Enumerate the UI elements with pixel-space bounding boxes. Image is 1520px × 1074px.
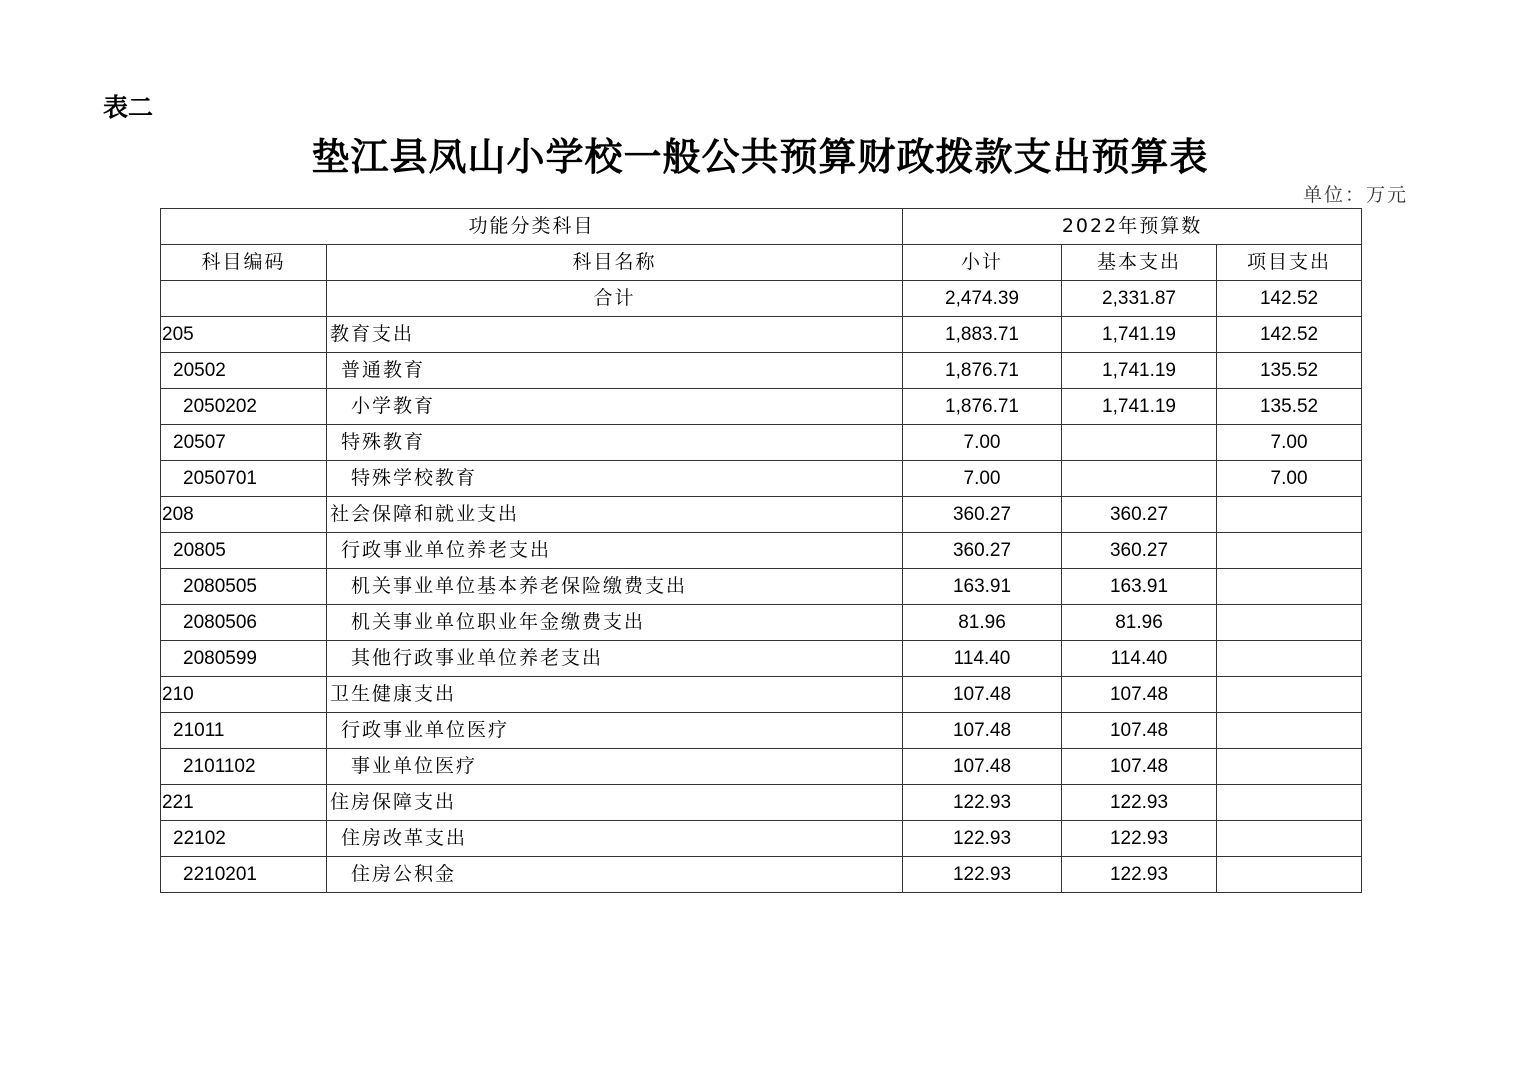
table-row — [161, 425, 1362, 461]
row-code: 2210201 — [161, 857, 327, 893]
table-row — [161, 857, 1362, 893]
row-project — [1217, 641, 1362, 677]
row-subtotal: 1,883.71 — [903, 317, 1062, 353]
table-row — [161, 461, 1362, 497]
total-row — [161, 281, 1362, 317]
row-subtotal: 7.00 — [903, 425, 1062, 461]
row-project — [1217, 569, 1362, 605]
row-basic: 81.96 — [1062, 605, 1217, 641]
row-project — [1217, 605, 1362, 641]
row-code: 2050701 — [161, 461, 327, 497]
table-row — [161, 785, 1362, 821]
total-code-cell — [161, 281, 327, 317]
row-name: 机关事业单位职业年金缴费支出 — [327, 605, 903, 641]
row-subtotal: 122.93 — [903, 857, 1062, 893]
row-basic — [1062, 461, 1217, 497]
table-row — [161, 641, 1362, 677]
row-project — [1217, 785, 1362, 821]
row-basic: 122.93 — [1062, 785, 1217, 821]
row-code: 21011 — [161, 713, 327, 749]
header-group-row — [161, 209, 1362, 245]
budget-table — [160, 208, 1362, 893]
total-basic: 2,331.87 — [1062, 281, 1217, 317]
row-name: 住房改革支出 — [327, 821, 903, 857]
table-label: 表二 — [103, 93, 154, 122]
row-basic: 107.48 — [1062, 749, 1217, 785]
row-name: 普通教育 — [327, 353, 903, 389]
row-name: 小学教育 — [327, 389, 903, 425]
table-row — [161, 569, 1362, 605]
header-subtotal: 小计 — [903, 245, 1062, 281]
header-basic: 基本支出 — [1062, 245, 1217, 281]
row-code: 2080599 — [161, 641, 327, 677]
row-subtotal: 114.40 — [903, 641, 1062, 677]
row-code: 2080505 — [161, 569, 327, 605]
row-code: 2080506 — [161, 605, 327, 641]
row-code: 20502 — [161, 353, 327, 389]
row-project: 135.52 — [1217, 389, 1362, 425]
row-basic — [1062, 425, 1217, 461]
row-code: 210 — [161, 677, 327, 713]
row-subtotal: 107.48 — [903, 713, 1062, 749]
row-project — [1217, 533, 1362, 569]
row-name: 特殊教育 — [327, 425, 903, 461]
row-code: 22102 — [161, 821, 327, 857]
table-row — [161, 353, 1362, 389]
table-row — [161, 389, 1362, 425]
row-subtotal: 360.27 — [903, 533, 1062, 569]
table-row — [161, 677, 1362, 713]
row-code: 20805 — [161, 533, 327, 569]
row-project: 142.52 — [1217, 317, 1362, 353]
header-function-group: 功能分类科目 — [161, 209, 903, 245]
row-name: 其他行政事业单位养老支出 — [327, 641, 903, 677]
table-row — [161, 749, 1362, 785]
budget-table-body — [161, 209, 1362, 893]
row-subtotal: 81.96 — [903, 605, 1062, 641]
row-basic: 122.93 — [1062, 857, 1217, 893]
row-subtotal: 1,876.71 — [903, 353, 1062, 389]
row-basic: 107.48 — [1062, 713, 1217, 749]
row-basic: 360.27 — [1062, 533, 1217, 569]
row-basic: 114.40 — [1062, 641, 1217, 677]
row-code: 205 — [161, 317, 327, 353]
header-project: 项目支出 — [1217, 245, 1362, 281]
row-project: 7.00 — [1217, 425, 1362, 461]
row-name: 卫生健康支出 — [327, 677, 903, 713]
total-project: 142.52 — [1217, 281, 1362, 317]
row-code: 2050202 — [161, 389, 327, 425]
row-basic: 1,741.19 — [1062, 389, 1217, 425]
row-subtotal: 360.27 — [903, 497, 1062, 533]
row-code: 2101102 — [161, 749, 327, 785]
total-label: 合计 — [327, 281, 903, 317]
row-name: 教育支出 — [327, 317, 903, 353]
row-name: 机关事业单位基本养老保险缴费支出 — [327, 569, 903, 605]
header-column-row — [161, 245, 1362, 281]
header-budget-group: 2022年预算数 — [903, 209, 1362, 245]
row-name: 特殊学校教育 — [327, 461, 903, 497]
total-subtotal: 2,474.39 — [903, 281, 1062, 317]
table-row — [161, 713, 1362, 749]
row-name: 社会保障和就业支出 — [327, 497, 903, 533]
row-basic: 163.91 — [1062, 569, 1217, 605]
table-row — [161, 533, 1362, 569]
unit-label: 单位：万元 — [1302, 184, 1408, 206]
row-project — [1217, 749, 1362, 785]
table-row — [161, 497, 1362, 533]
row-basic: 122.93 — [1062, 821, 1217, 857]
header-code: 科目编码 — [161, 245, 327, 281]
row-subtotal: 107.48 — [903, 749, 1062, 785]
table-row — [161, 821, 1362, 857]
row-basic: 1,741.19 — [1062, 353, 1217, 389]
row-name: 行政事业单位医疗 — [327, 713, 903, 749]
row-subtotal: 163.91 — [903, 569, 1062, 605]
row-project: 135.52 — [1217, 353, 1362, 389]
row-code: 208 — [161, 497, 327, 533]
row-code: 221 — [161, 785, 327, 821]
table-row — [161, 317, 1362, 353]
row-subtotal: 122.93 — [903, 785, 1062, 821]
page-title: 垫江县凤山小学校一般公共预算财政拨款支出预算表 — [311, 134, 1209, 179]
row-basic: 107.48 — [1062, 677, 1217, 713]
row-subtotal: 107.48 — [903, 677, 1062, 713]
row-project — [1217, 821, 1362, 857]
row-name: 住房保障支出 — [327, 785, 903, 821]
row-basic: 360.27 — [1062, 497, 1217, 533]
row-name: 行政事业单位养老支出 — [327, 533, 903, 569]
row-project — [1217, 857, 1362, 893]
row-project: 7.00 — [1217, 461, 1362, 497]
row-basic: 1,741.19 — [1062, 317, 1217, 353]
row-project — [1217, 497, 1362, 533]
row-project — [1217, 677, 1362, 713]
table-row — [161, 605, 1362, 641]
row-name: 事业单位医疗 — [327, 749, 903, 785]
header-name: 科目名称 — [327, 245, 903, 281]
row-project — [1217, 713, 1362, 749]
row-subtotal: 7.00 — [903, 461, 1062, 497]
row-code: 20507 — [161, 425, 327, 461]
row-name: 住房公积金 — [327, 857, 903, 893]
row-subtotal: 122.93 — [903, 821, 1062, 857]
row-subtotal: 1,876.71 — [903, 389, 1062, 425]
